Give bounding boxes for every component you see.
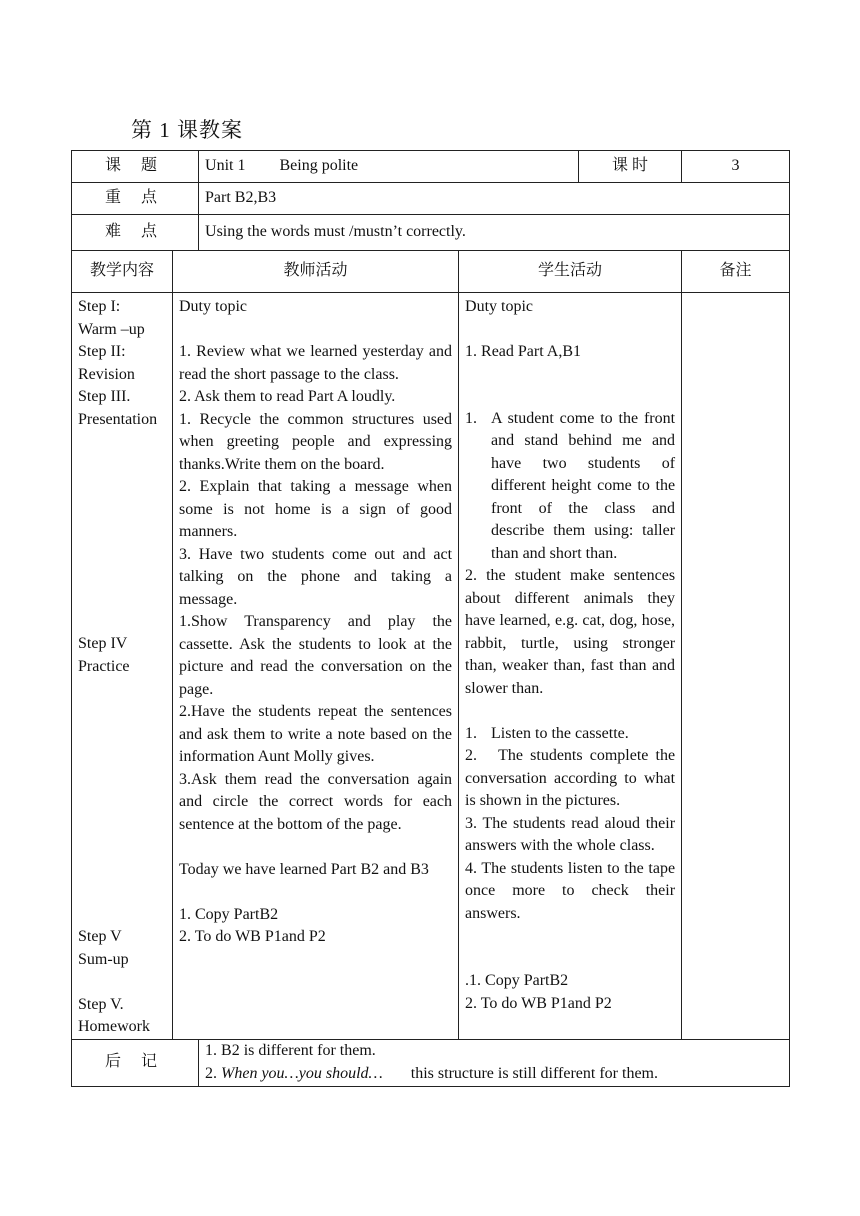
topic-value <box>199 151 579 183</box>
notes-cell <box>682 293 790 1040</box>
teacher-repeat-sentences: 2.Have the students repeat the sentences and ask them to write a note based on the information Aunt Molly gives. <box>179 703 453 765</box>
teacher-show-transparency: 1.Show Transparency and play the cassette. Ask the students to look at the picture and read the conversation on the page. <box>179 613 453 698</box>
period-label: 课 时 <box>579 151 682 183</box>
col-header-student: 学生活动 <box>459 251 682 293</box>
step-3-title: Step III. <box>78 388 131 405</box>
document-title: 第 1 课教案 <box>131 118 243 142</box>
teacher-explain-message: 2. Explain that taking a message when some is not home is a sign of good manners. <box>179 478 453 540</box>
teacher-duty-topic: Duty topic <box>179 298 247 315</box>
topic-row <box>72 151 790 183</box>
afterword-label: 后 记 <box>72 1039 199 1086</box>
student-activities-cell <box>459 293 682 1040</box>
step-3-name: Presentation <box>78 410 158 428</box>
col-header-teacher: 教师活动 <box>173 251 459 293</box>
student-complete-conversation: 2. The students complete the conversation according to what is shown in the pictures. <box>465 747 680 809</box>
student-describe-height: 1. A student come to the front and stand behind me and have two students of different height come to the front of the class and describe them using: taller than and short than. <box>465 409 676 562</box>
period-value: 3 <box>682 151 790 183</box>
lesson-plan-table <box>71 150 790 1087</box>
difficulty-row <box>72 215 790 251</box>
col-header-notes: 备注 <box>682 251 790 293</box>
afterword-structure: When you…you should… <box>221 1064 383 1082</box>
student-duty-topic: Duty topic <box>465 298 534 315</box>
topic-label: 课 题 <box>72 151 199 183</box>
key-points-value: Part B2,B3 <box>199 183 790 215</box>
col-header-content: 教学内容 <box>72 251 173 293</box>
step-4-name: Practice <box>78 657 130 675</box>
teacher-homework-2: 2. To do WB P1and P2 <box>179 928 326 945</box>
topic-unit: Unit 1 <box>205 157 246 175</box>
step-6-name: Homework <box>78 1018 150 1035</box>
step-2-title: Step II: <box>78 343 126 360</box>
step-6-title: Step V. <box>78 995 124 1013</box>
key-points-row <box>72 183 790 215</box>
teacher-summary: Today we have learned Part B2 and B3 <box>179 860 429 878</box>
student-homework-2: 2. To do WB P1and P2 <box>465 994 612 1012</box>
student-read-answers: 3. The students read aloud their answers with the whole class. <box>465 814 676 854</box>
teacher-activities-cell <box>173 293 459 1040</box>
key-points-label: 重 点 <box>72 183 199 215</box>
column-header-row <box>72 251 790 293</box>
difficulty-value: Using the words must /mustn’t correctly. <box>199 215 790 251</box>
student-listen-number: 1. <box>465 724 478 742</box>
step-4-title: Step IV <box>78 635 128 652</box>
student-read-part: 1. Read Part A,B1 <box>465 343 582 360</box>
step-1-title: Step I: <box>78 298 121 315</box>
student-check-answers: 4. The students listen to the tape once more to check their answers. <box>465 859 676 922</box>
student-homework-1: .1. Copy PartB2 <box>465 972 569 989</box>
student-describe-number: 1. <box>465 409 478 427</box>
student-animal-sentences: 2. the student make sentences about different animals they have learned, e.g. cat, dog, hose, rabbit, turtle, using stronger than, weaker than, fast than and slower than. <box>465 567 676 697</box>
afterword-line-2: 2. When you…you should… this structure is still different for them. <box>205 1064 658 1082</box>
topic-name: Being polite <box>279 157 359 175</box>
difficulty-label: 难 点 <box>72 215 199 251</box>
afterword-content <box>199 1039 790 1086</box>
teacher-act-phone: 3. Have two students come out and act talking on the phone and taking a message. <box>179 545 453 608</box>
student-listen-cassette: 1. Listen to the cassette. <box>465 723 675 746</box>
steps-cell <box>72 293 173 1040</box>
teacher-recycle-structures: 1. Recycle the common structures used when greeting people and expressing thanks.Write them on the board. <box>179 410 453 473</box>
step-5-title: Step V <box>78 928 122 945</box>
teacher-read-part-a: 2. Ask them to read Part A loudly. <box>179 388 396 405</box>
teacher-review: 1. Review what we learned yesterday and read the short passage to the class. <box>179 343 453 383</box>
step-1-name: Warm –up <box>78 320 145 338</box>
step-2-name: Revision <box>78 365 135 383</box>
afterword-row <box>72 1039 790 1086</box>
afterword-line-1: 1. B2 is different for them. <box>205 1042 376 1059</box>
teacher-homework-1: 1. Copy PartB2 <box>179 905 279 923</box>
step-5-name: Sum-up <box>78 950 129 968</box>
body-row <box>72 293 790 1040</box>
teacher-circle-words: 3.Ask them read the conversation again and circle the correct words for each sentence at the bottom of the page. <box>179 770 453 833</box>
